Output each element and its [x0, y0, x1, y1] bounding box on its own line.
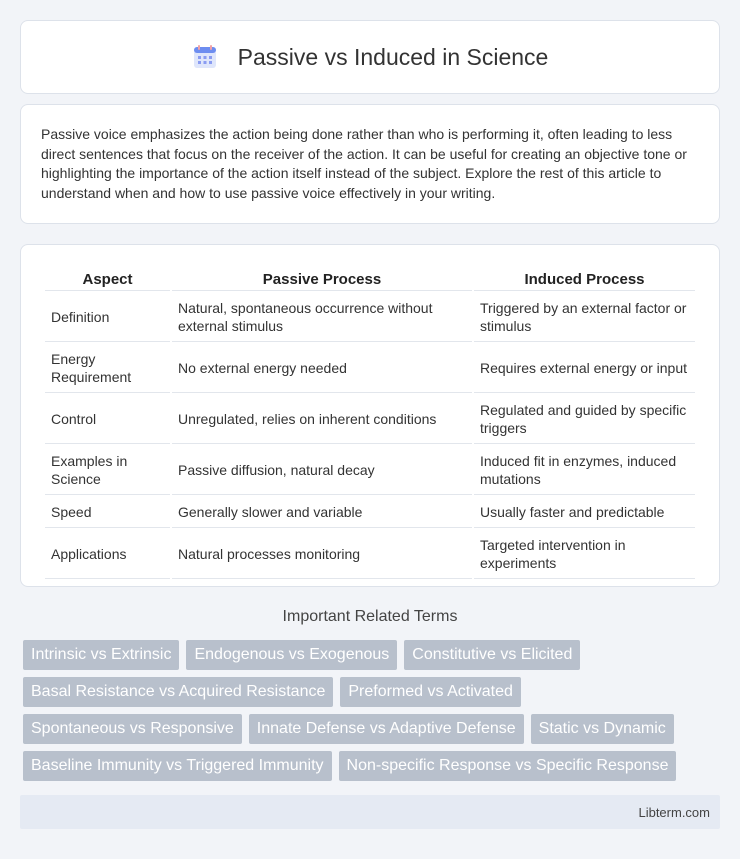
calendar-grid-icon	[192, 44, 218, 70]
table-row	[45, 530, 695, 579]
cell-induced: Targeted intervention in experiments	[474, 530, 695, 579]
related-terms	[23, 640, 723, 788]
term-link[interactable]: Innate Defense vs Adaptive Defense	[249, 714, 524, 744]
cell-passive: Natural processes monitoring	[172, 530, 472, 579]
footer-site-link[interactable]: Libterm.com	[638, 804, 710, 820]
table-row	[45, 344, 695, 393]
cell-induced: Induced fit in enzymes, induced mutations	[474, 446, 695, 495]
cell-aspect: Energy Requirement	[45, 344, 170, 393]
comparison-table	[43, 265, 697, 581]
term-row	[23, 714, 723, 744]
cell-induced: Triggered by an external factor or stimulus	[474, 293, 695, 342]
cell-induced: Requires external energy or input	[474, 344, 695, 393]
cell-induced: Regulated and guided by specific triggers	[474, 395, 695, 444]
page-title: Passive vs Induced in Science	[237, 43, 549, 70]
cell-aspect: Examples in Science	[45, 446, 170, 495]
cell-passive: Natural, spontaneous occurrence without external stimulus	[172, 293, 472, 342]
table-header-row	[45, 267, 695, 291]
intro-text: Passive voice emphasizes the action being done rather than who is performing it, often leading to less direct sentences that focus on the receiver of the action. It can be useful for creating an objective tone or highlighting the importance of the action itself instead of the subject. Explore the rest of this article to understand when and how to use passive voice effectively in your writing.	[41, 126, 687, 201]
term-link[interactable]: Baseline Immunity vs Triggered Immunity	[23, 751, 332, 781]
cell-aspect: Control	[45, 395, 170, 444]
footer	[20, 795, 720, 829]
term-row	[23, 640, 723, 670]
comparison-table-card	[20, 244, 720, 587]
term-link[interactable]: Intrinsic vs Extrinsic	[23, 640, 179, 670]
table-row	[45, 446, 695, 495]
cell-passive: Unregulated, relies on inherent conditions	[172, 395, 472, 444]
cell-aspect: Applications	[45, 530, 170, 579]
header-induced: Induced Process	[474, 267, 695, 291]
term-link[interactable]: Non-specific Response vs Specific Response	[339, 751, 677, 781]
cell-passive: Passive diffusion, natural decay	[172, 446, 472, 495]
term-link[interactable]: Endogenous vs Exogenous	[186, 640, 397, 670]
intro-card	[20, 104, 720, 224]
term-row	[23, 677, 723, 707]
cell-aspect: Speed	[45, 497, 170, 528]
term-link[interactable]: Basal Resistance vs Acquired Resistance	[23, 677, 333, 707]
term-link[interactable]: Static vs Dynamic	[531, 714, 674, 744]
term-link[interactable]: Spontaneous vs Responsive	[23, 714, 242, 744]
header-aspect: Aspect	[45, 267, 170, 291]
cell-aspect: Definition	[45, 293, 170, 342]
table-row	[45, 293, 695, 342]
cell-induced: Usually faster and predictable	[474, 497, 695, 528]
related-terms-title: Important Related Terms	[282, 608, 458, 625]
table-row	[45, 497, 695, 528]
header-card	[20, 20, 720, 94]
term-link[interactable]: Preformed vs Activated	[340, 677, 521, 707]
cell-passive: Generally slower and variable	[172, 497, 472, 528]
term-link[interactable]: Constitutive vs Elicited	[404, 640, 580, 670]
term-row	[23, 751, 723, 781]
header-passive: Passive Process	[172, 267, 472, 291]
table-row	[45, 395, 695, 444]
cell-passive: No external energy needed	[172, 344, 472, 393]
